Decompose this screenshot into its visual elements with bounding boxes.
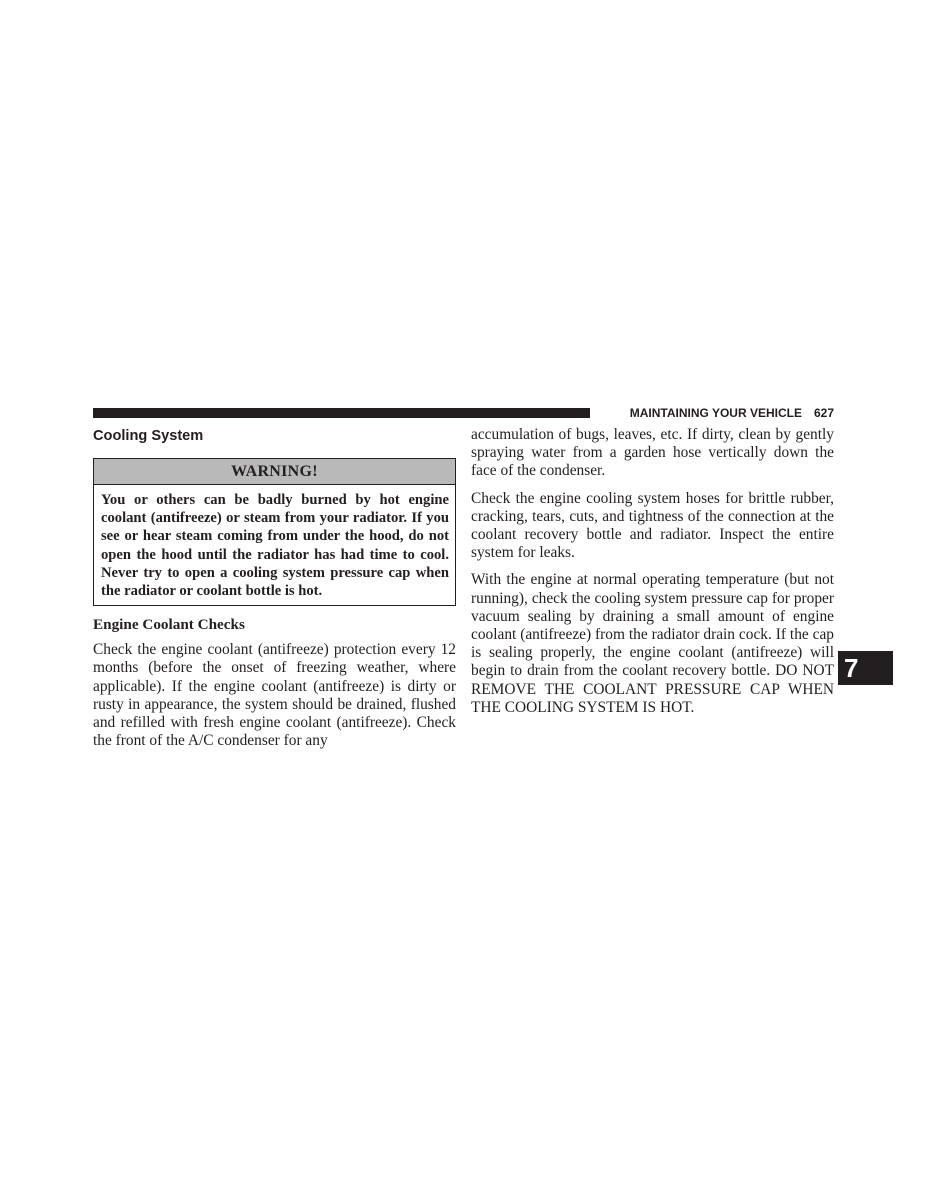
subheading-engine-coolant-checks: Engine Coolant Checks (93, 616, 245, 634)
body-paragraph: Check the engine cooling system hoses for brittle rubber, cracking, tears, cuts, and tightness of the connection at the coolant recovery bottle and radiator. Inspect the entire system for leaks. (471, 489, 834, 562)
chapter-number: 7 (844, 653, 859, 683)
section-heading: Cooling System (93, 428, 204, 444)
chapter-tab (838, 651, 893, 685)
warning-title: WARNING! (94, 459, 455, 485)
left-column (93, 426, 456, 759)
warning-box (93, 458, 456, 606)
warning-text: You or others can be badly burned by hot engine coolant (antifreeze) or steam from your radiator. If you see or hear steam coming from under the hood, do not open the hood until the radiator has had time to cool. Never try to open a cooling system pressure cap when the radiator or coolant bottle is hot. (101, 492, 449, 600)
body-paragraph: Check the engine coolant (antifreeze) protection every 12 months (before the onset of freezing weather, where applicable). If the engine coolant (antifreeze) is dirty or rusty in appearance, the system should be drained, flushed and refilled with fresh engine coolant (antifreeze). Check the front of the A/C condenser for any (93, 641, 456, 750)
body-paragraph: accumulation of bugs, leaves, etc. If dirty, clean by gently spraying water from a garden hose vertically down the face of the condenser. (471, 426, 834, 480)
section-title: MAINTAINING YOUR VEHICLE (629, 406, 802, 420)
body-paragraph: With the engine at normal operating temperature (but not running), check the cooling system pressure cap for proper vacuum sealing by draining a small amount of engine coolant (antifreeze) from the radiator drain cock. If the cap is sealing properly, the engine coolant (antifreeze) will begin to drain from the coolant recovery bottle. DO NOT REMOVE THE COOLANT PRESSURE CAP WHEN THE COOLING SYSTEM IS HOT. (471, 571, 834, 716)
header-rule (93, 408, 590, 418)
page-number: 627 (813, 406, 834, 420)
right-column (471, 426, 834, 726)
running-head (598, 405, 834, 421)
